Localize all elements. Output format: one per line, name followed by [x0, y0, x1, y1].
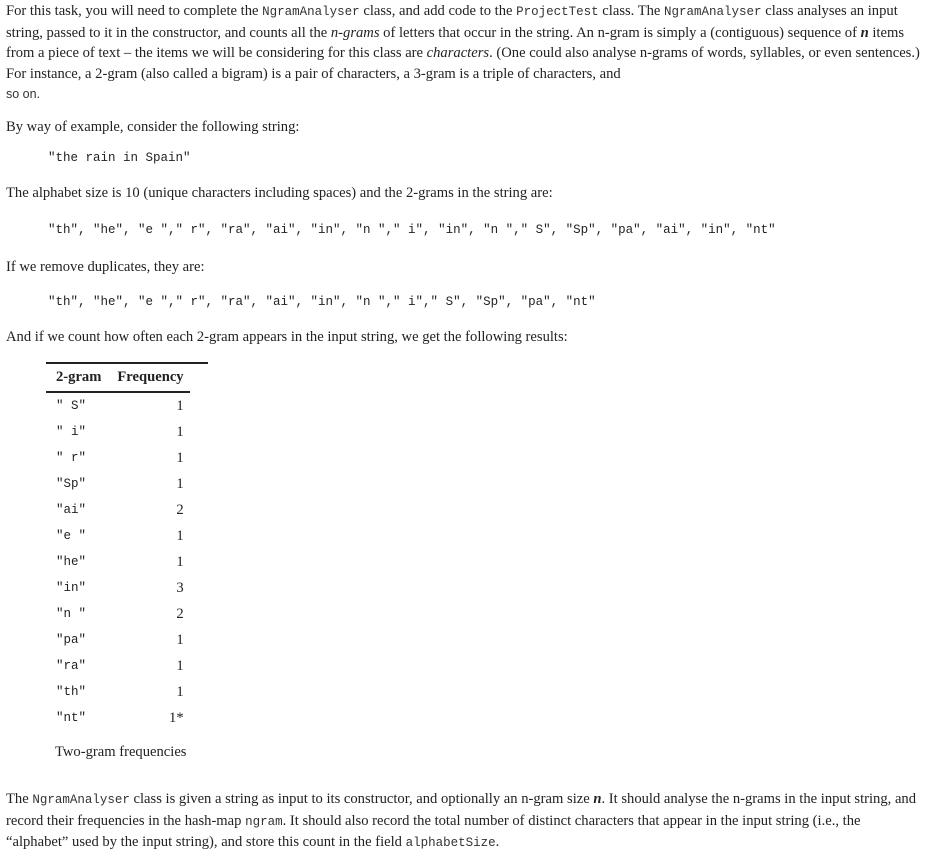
table-row	[46, 679, 190, 705]
intro-text-5: of letters that occur in the string. An n-gram is simply a (contiguous) sequence of	[379, 24, 861, 41]
table-caption: Two-gram frequencies	[55, 744, 187, 760]
table-row	[46, 419, 190, 445]
intro-text-8: so on.	[6, 87, 41, 101]
cell-frequency: 1	[176, 475, 184, 492]
cell-gram: "nt"	[56, 711, 87, 725]
cell-frequency: 2	[176, 605, 184, 622]
cell-frequency: 1*	[169, 709, 184, 726]
cell-gram: "he"	[56, 555, 87, 569]
alphabetsize-code: alphabetSize	[405, 836, 496, 850]
cell-frequency: 1	[176, 553, 184, 570]
cell-frequency: 2	[176, 501, 184, 518]
intro-text-7: . (One could also analyse n-grams of words, syllables, or even sentences.) For instance, a 2-gram (also called a bigram) is a pair of characters, a 3-gram is a triple of characters, and	[6, 45, 920, 82]
alphabet-text: The alphabet size is 10 (unique characters including spaces) and the 2-grams in the string are:	[6, 185, 553, 201]
example-string: "the rain in Spain"	[48, 151, 191, 165]
cell-gram: "Sp"	[56, 477, 87, 491]
ngramanalyser-code-2: NgramAnalyser	[664, 5, 762, 19]
cell-frequency: 1	[176, 449, 184, 466]
cell-gram: " i"	[56, 425, 87, 439]
intro-text-3: class. The	[598, 3, 665, 19]
table-row	[46, 549, 190, 575]
table-header-row	[46, 364, 190, 392]
outro-text-4: . It should also record the total number of distinct characters that appear in the input string (i.e., the “alphabet” used by the input string), and store this count in the field	[6, 812, 861, 850]
intro-text-1: For this task, you will need to complete the	[6, 3, 263, 19]
count-text: And if we count how often each 2-gram appears in the input string, we get the following results:	[6, 329, 568, 345]
table-row	[46, 627, 190, 653]
ngram-code: ngram	[245, 814, 283, 829]
cell-frequency: 1	[176, 527, 184, 544]
intro-text-2: class, and add code to the	[359, 3, 517, 19]
projecttest-code: ProjectTest	[516, 5, 599, 19]
cell-gram: "ra"	[56, 659, 87, 673]
cell-gram: " r"	[56, 451, 87, 465]
outro-text-5: .	[495, 834, 500, 850]
ngrams-emphasis: n-grams	[330, 24, 380, 41]
cell-gram: "n "	[56, 607, 87, 621]
example-intro: By way of example, consider the following string:	[6, 119, 300, 135]
characters-emphasis: characters	[426, 45, 490, 61]
table-row	[46, 575, 190, 601]
cell-frequency: 1	[176, 683, 184, 700]
cell-frequency: 1	[176, 397, 184, 414]
n-emphasis: n	[860, 24, 869, 41]
frequency-table	[46, 364, 190, 731]
table-row	[46, 497, 190, 523]
intro-text-6: items from a piece of text – the items we will be considering for this class are	[6, 24, 905, 61]
cell-gram: "in"	[56, 581, 87, 595]
cell-gram: " S"	[56, 399, 87, 413]
n-emphasis-2: n	[593, 791, 602, 807]
cell-gram: "pa"	[56, 633, 87, 647]
cell-frequency: 1	[176, 423, 184, 440]
intro-paragraph	[6, 1, 922, 105]
table-row	[46, 471, 190, 497]
cell-gram: "ai"	[56, 503, 87, 517]
cell-frequency: 3	[176, 579, 184, 596]
ngramanalyser-code: NgramAnalyser	[262, 5, 360, 19]
cell-gram: "e "	[56, 529, 87, 543]
intro-text-4: class analyses an input string, passed to it in the constructor, and counts all the	[6, 3, 898, 41]
cell-frequency: 1	[176, 657, 184, 674]
ngramanalyser-code-3: NgramAnalyser	[32, 793, 130, 807]
header-2gram: 2-gram	[46, 364, 107, 392]
all-bigrams-list: "th", "he", "e "," r", "ra", "ai", "in", "n "," i", "in", "n "," S", "Sp", "pa", "ai", "in", "nt"	[48, 223, 776, 237]
outro-text-3: . It should analyse the n-grams in the input string, and record their frequencies in the hash-map	[6, 791, 917, 829]
table-row	[46, 705, 190, 731]
outro-text-1: The	[6, 791, 33, 807]
table-row	[46, 601, 190, 627]
dedup-text: If we remove duplicates, they are:	[6, 259, 205, 275]
cell-gram: "th"	[56, 685, 87, 699]
cell-frequency: 1	[176, 631, 184, 648]
outro-text-2: class is given a string as input to its constructor, and optionally an n-gram size	[129, 791, 594, 807]
table-row	[46, 445, 190, 471]
header-frequency: Frequency	[107, 364, 189, 392]
table-row	[46, 392, 190, 419]
table-row	[46, 523, 190, 549]
unique-bigrams-list: "th", "he", "e "," r", "ra", "ai", "in", "n "," i"," S", "Sp", "pa", "nt"	[48, 295, 596, 309]
table-row	[46, 653, 190, 679]
outro-paragraph	[6, 789, 922, 854]
